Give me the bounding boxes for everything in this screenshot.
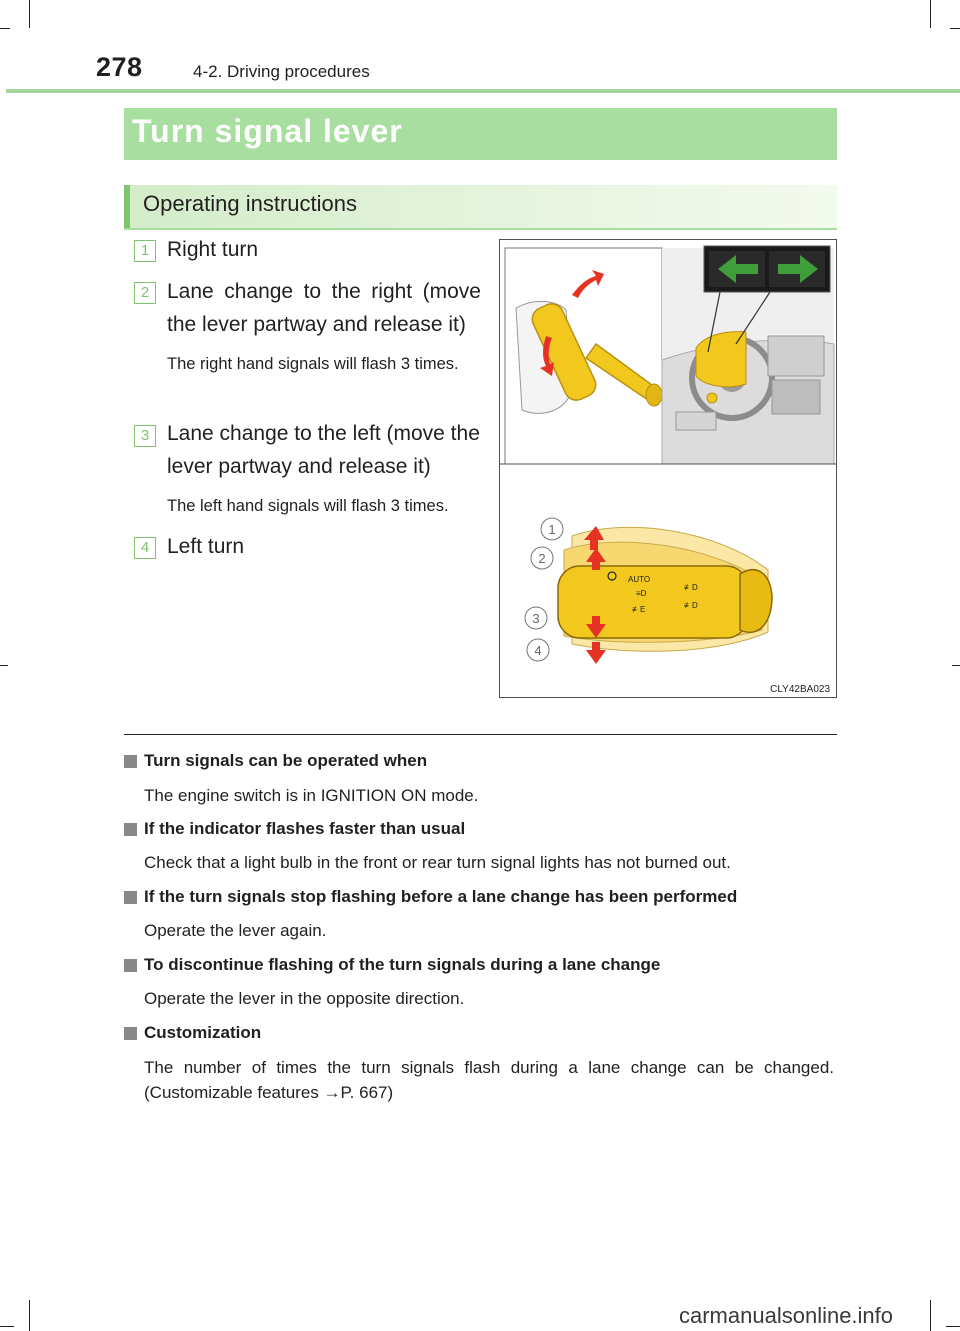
- note-block: [124, 955, 837, 1015]
- note-block: [124, 887, 837, 947]
- crop-mark: [29, 1300, 30, 1331]
- lever-positions-diagram: [525, 518, 830, 695]
- crop-mark: [930, 1300, 931, 1331]
- svg-text:AUTO: AUTO: [628, 575, 651, 584]
- crop-mark: [950, 28, 960, 29]
- item-note: The right hand signals will flash 3 times.: [167, 355, 459, 373]
- subheading: Operating instructions: [143, 191, 357, 216]
- crop-mark: [0, 665, 8, 666]
- note-heading: If the indicator flashes faster than usual: [144, 819, 466, 838]
- crop-mark: [930, 0, 931, 28]
- bullet-square-icon: [124, 755, 137, 768]
- callout-3: 3: [532, 611, 540, 626]
- title-bar: [124, 108, 837, 160]
- callout-2: 2: [538, 551, 546, 566]
- item-text: Lane change to the left (move the lever partway and release it): [167, 422, 480, 478]
- item-text: Lane change to the right (move the lever partway and release it): [167, 280, 481, 336]
- header-rule: [6, 89, 960, 93]
- bullet-square-icon: [124, 891, 137, 904]
- bullet-square-icon: [124, 823, 137, 836]
- hand-lever-inset: [505, 248, 662, 464]
- item-note: The left hand signals will flash 3 times.: [167, 497, 449, 515]
- subheading-accent: [124, 185, 130, 228]
- item-number: 3: [134, 425, 156, 447]
- crop-mark: [0, 1326, 14, 1327]
- page-number: 278: [96, 52, 143, 82]
- note-block: [124, 819, 837, 879]
- note-body: The number of times the turn signals flash during a lane change can be changed. (Customizable features →P. 667): [144, 1058, 834, 1102]
- note-heading: Turn signals can be operated when: [144, 751, 428, 770]
- svg-text:≡D: ≡D: [636, 589, 647, 598]
- page-title: Turn signal lever: [132, 113, 403, 149]
- svg-text:≢D: ≢D: [684, 601, 698, 610]
- note-heading: To discontinue flashing of the turn signals during a lane change: [144, 955, 661, 974]
- svg-text:≢D: ≢D: [684, 583, 698, 592]
- turn-indicator-panel: [704, 246, 830, 292]
- crop-mark: [29, 0, 30, 28]
- note-body: Operate the lever in the opposite direction.: [144, 989, 465, 1008]
- crop-mark: [946, 1326, 960, 1327]
- turn-signal-figure: [499, 239, 837, 698]
- crop-mark: [0, 28, 10, 29]
- note-body: The engine switch is in IGNITION ON mode.: [144, 786, 479, 805]
- item-number: 4: [134, 537, 156, 559]
- section-divider: [124, 734, 837, 735]
- note-body: Check that a light bulb in the front or rear turn signal lights has not burned out.: [144, 853, 731, 872]
- item-text: Right turn: [167, 238, 259, 261]
- item-number: 2: [134, 282, 156, 304]
- figure-code: CLY42BA023: [770, 684, 830, 695]
- callout-1: 1: [548, 522, 556, 537]
- svg-text:≢E: ≢E: [632, 605, 646, 614]
- watermark[interactable]: carmanualsonline.info: [679, 1303, 894, 1328]
- crop-mark: [952, 665, 960, 666]
- item-number: 1: [134, 240, 156, 262]
- bullet-square-icon: [124, 959, 137, 972]
- note-body: Operate the lever again.: [144, 921, 327, 940]
- section-path: 4-2. Driving procedures: [193, 62, 370, 81]
- note-block: [124, 751, 837, 811]
- note-heading: If the turn signals stop flashing before a lane change has been performed: [144, 887, 738, 906]
- bullet-square-icon: [124, 1027, 137, 1040]
- note-heading: Customization: [144, 1023, 262, 1042]
- subheading-bar: [124, 185, 837, 230]
- note-block: [124, 1023, 837, 1113]
- callout-4: 4: [534, 643, 542, 658]
- item-text: Left turn: [167, 535, 245, 558]
